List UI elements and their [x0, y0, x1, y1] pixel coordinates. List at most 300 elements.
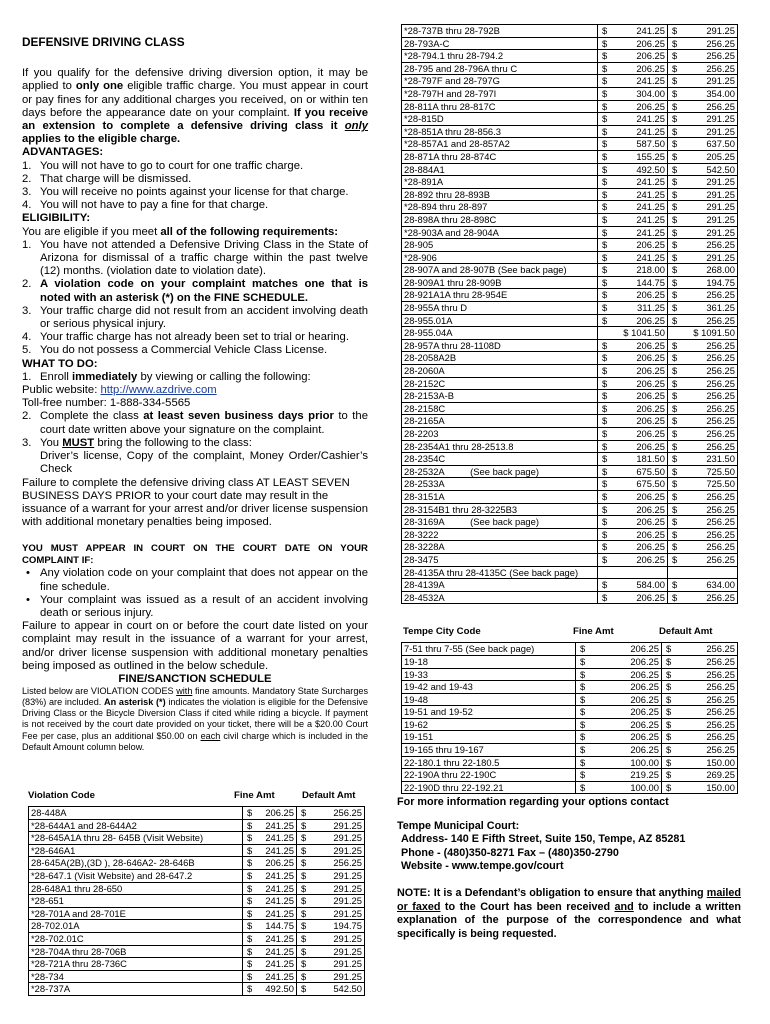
table-row — [402, 566, 738, 579]
what-to-do-list-2 — [22, 410, 368, 476]
amount-cell — [598, 566, 668, 579]
table-row — [402, 744, 738, 757]
amount-cell: $ 206.25 — [598, 37, 668, 50]
code-cell: 28-955.04A — [402, 327, 598, 340]
amount-cell: $ 291.25 — [668, 113, 738, 126]
code-cell: *28-906 — [402, 251, 598, 264]
code-cell: *28-734 — [29, 970, 243, 983]
amount-cell: $ 241.25 — [243, 869, 297, 882]
amount-cell: $ 241.25 — [243, 819, 297, 832]
table-row — [29, 819, 365, 832]
code-cell: 28-795 and 28-796A thru C — [402, 62, 598, 75]
amount-cell: $ 241.25 — [243, 907, 297, 920]
table-row — [402, 113, 738, 126]
table-row — [402, 769, 738, 782]
code-cell: 28-4139A — [402, 579, 598, 592]
amount-cell: $ 206.25 — [576, 643, 662, 656]
code-cell: 28-702.01A — [29, 920, 243, 933]
what-to-do-heading: WHAT TO DO: — [22, 357, 98, 370]
amount-cell: $ 206.25 — [598, 490, 668, 503]
amount-cell: $ 291.25 — [297, 882, 365, 895]
amount-cell: $ 144.75 — [243, 920, 297, 933]
table-row — [402, 176, 738, 189]
amount-cell: $ 256.25 — [668, 440, 738, 453]
table-row — [29, 857, 365, 870]
header-default-amt: Default Amt — [659, 626, 713, 638]
amount-cell: $ 206.25 — [598, 440, 668, 453]
code-cell: *28-851A thru 28-856.3 — [402, 125, 598, 138]
amount-cell: $ 206.25 — [576, 681, 662, 694]
table-row — [402, 276, 738, 289]
table-row — [29, 869, 365, 882]
amount-cell: $ 675.50 — [598, 478, 668, 491]
table-row — [402, 516, 738, 529]
amount-cell: $ 241.25 — [598, 125, 668, 138]
code-cell: 28-2058A2B — [402, 352, 598, 365]
advantages-heading: ADVANTAGES: — [22, 146, 104, 159]
amount-cell: $ 150.00 — [662, 756, 738, 769]
amount-cell — [668, 566, 738, 579]
left-column — [22, 36, 368, 753]
list-item: 2. Complete the class at least seven business days prior to the court date written above your signature on the complaint. — [22, 410, 368, 436]
amount-cell: $ 241.25 — [243, 844, 297, 857]
table-row — [402, 655, 738, 668]
code-cell: *28-815D — [402, 113, 598, 126]
code-cell: 19-51 and 19-52 — [402, 706, 576, 719]
eligibility-heading: ELIGIBILITY: — [22, 212, 91, 225]
table-row — [402, 302, 738, 315]
amount-cell: $ 194.75 — [297, 920, 365, 933]
amount-cell: $ 587.50 — [598, 138, 668, 151]
amount-cell: $ 291.25 — [668, 188, 738, 201]
amount-cell: $ 291.25 — [297, 819, 365, 832]
code-cell: 28-645A(2B),(3D ), 28-646A2- 28-646B — [29, 857, 243, 870]
court-contact — [397, 820, 737, 874]
code-cell: 28-871A thru 28-874C — [402, 150, 598, 163]
table-row — [29, 945, 365, 958]
table-row — [29, 983, 365, 996]
table-row — [402, 579, 738, 592]
amount-cell: $ 206.25 — [598, 528, 668, 541]
table-row — [402, 163, 738, 176]
amount-cell: $ 361.25 — [668, 302, 738, 315]
amount-cell: $ 291.25 — [668, 176, 738, 189]
amount-cell: $ 256.25 — [662, 706, 738, 719]
amount-cell: $ 291.25 — [297, 869, 365, 882]
intro-extension: If you receive an extension to complete a defensive driving class it — [22, 106, 368, 133]
table-row — [402, 440, 738, 453]
amount-cell: $ 291.25 — [668, 25, 738, 38]
intro-text-2: eligible traffic charge. You must appear in court or pay fines for any additional charges you received, on or within ten days before the appearance date on your complaint. — [22, 80, 368, 119]
amount-cell: $ 256.25 — [662, 655, 738, 668]
amount-cell: $ 304.00 — [598, 87, 668, 100]
amount-cell: $ 256.25 — [662, 693, 738, 706]
code-cell: 28-2158C — [402, 402, 598, 415]
table-row — [402, 37, 738, 50]
table-row — [402, 693, 738, 706]
schedule-heading: FINE/SANCTION SCHEDULE — [118, 672, 272, 685]
intro-paragraph — [22, 67, 368, 146]
amount-cell: $ 206.25 — [576, 706, 662, 719]
code-cell: 28-2152C — [402, 377, 598, 390]
amount-cell: $ 291.25 — [297, 844, 365, 857]
code-cell: *28-794.1 thru 28-794.2 — [402, 50, 598, 63]
table-row — [29, 832, 365, 845]
amount-cell: $ 256.25 — [662, 643, 738, 656]
list-item: 1. You will not have to go to court for one traffic charge. — [22, 159, 304, 172]
amount-cell: $ 206.25 — [598, 239, 668, 252]
amount-cell: $ 268.00 — [668, 264, 738, 277]
code-cell: 22-190D thru 22-192.21 — [402, 781, 576, 794]
amount-cell: $ 725.50 — [668, 465, 738, 478]
amount-cell: $ 206.25 — [598, 62, 668, 75]
amount-cell: $ 241.25 — [598, 113, 668, 126]
list-item: • Your complaint was issued as a result of an accident involving death or serious injury. — [22, 594, 368, 620]
list-item: 3. You MUST bring the following to the class: Driver’s license, Copy of the complaint, Money Order/Cashier’s Check — [22, 436, 368, 476]
amount-cell: $ 291.25 — [297, 958, 365, 971]
header-fine-amt: Fine Amt — [573, 626, 614, 638]
table-row — [402, 503, 738, 516]
appear-list — [22, 567, 368, 620]
table-row — [402, 352, 738, 365]
amount-cell: $ 241.25 — [243, 958, 297, 971]
amount-cell: $ 206.25 — [576, 744, 662, 757]
code-cell: 19-33 — [402, 668, 576, 681]
list-item: 4. You will not have to pay a fine for that charge. — [22, 199, 269, 212]
amount-cell: $ 241.25 — [243, 882, 297, 895]
amount-cell: $ 291.25 — [668, 125, 738, 138]
amount-cell: $ 256.25 — [668, 591, 738, 604]
amount-cell: $ 219.25 — [576, 769, 662, 782]
amount-cell: $ 206.25 — [598, 541, 668, 554]
code-cell: *28-903A and 28-904A — [402, 226, 598, 239]
amount-cell: $ 206.25 — [598, 402, 668, 415]
amount-cell: $ 206.25 — [598, 365, 668, 378]
amount-cell: $ 100.00 — [576, 756, 662, 769]
amount-cell: $ 542.50 — [668, 163, 738, 176]
header-fine-amt: Fine Amt — [234, 790, 275, 801]
amount-cell: $ 256.25 — [668, 339, 738, 352]
table-row — [402, 668, 738, 681]
code-cell: 28-3151A — [402, 490, 598, 503]
table-row — [402, 50, 738, 63]
amount-cell: $ 241.25 — [243, 895, 297, 908]
code-cell: 7-51 thru 7-55 (See back page) — [402, 643, 576, 656]
intro-extension-end: applies to the eligible charge. — [22, 133, 181, 146]
code-cell: 28-3154B1 thru 28-3225B3 — [402, 503, 598, 516]
table-row — [29, 882, 365, 895]
table-row — [402, 478, 738, 491]
amount-cell: $ 206.25 — [598, 50, 668, 63]
amount-cell: $ 241.25 — [243, 932, 297, 945]
table-row — [402, 150, 738, 163]
amount-cell: $ 256.25 — [668, 100, 738, 113]
amount-cell: $ 256.25 — [668, 289, 738, 302]
code-cell: 28-3228A — [402, 541, 598, 554]
amount-cell: $ 206.25 — [243, 807, 297, 820]
intro-text: If you qualify for the defensive driving diversion option, it may be applied to — [22, 67, 368, 93]
list-item: • Any violation code on your complaint that does not appear on the fine schedule. — [22, 567, 368, 593]
amount-cell: $ 256.25 — [668, 377, 738, 390]
code-cell: 28-448A — [29, 807, 243, 820]
amount-cell: $ 231.50 — [668, 453, 738, 466]
amount-cell: $ 492.50 — [598, 163, 668, 176]
amount-cell: $ 542.50 — [297, 983, 365, 996]
amount-cell: $ 725.50 — [668, 478, 738, 491]
table-row — [402, 528, 738, 541]
amount-cell: $ 256.25 — [668, 490, 738, 503]
table-row — [402, 490, 738, 503]
amount-cell: $ 256.25 — [668, 503, 738, 516]
table-row — [402, 718, 738, 731]
amount-cell: $ 256.25 — [662, 718, 738, 731]
list-item: 3. You will receive no points against your license for that charge. — [22, 186, 349, 199]
amount-cell: $ 206.25 — [576, 693, 662, 706]
amount-cell: $ 241.25 — [598, 176, 668, 189]
left-fine-table-block — [28, 790, 364, 996]
what-to-do-list — [22, 371, 368, 384]
code-cell: 22-180.1 thru 22-180.5 — [402, 756, 576, 769]
amount-cell: $ 206.25 — [576, 655, 662, 668]
table-row — [402, 428, 738, 441]
table-row — [29, 958, 365, 971]
amount-cell: $ 256.25 — [297, 857, 365, 870]
list-item: 2. A violation code on your complaint matches one that is noted with an asterisk (*) on the FINE SCHEDULE. — [22, 278, 368, 304]
table-row — [402, 731, 738, 744]
toll-free-number: Toll-free number: 1-888-334-5565 — [22, 397, 191, 410]
amount-cell: $ 256.25 — [668, 553, 738, 566]
amount-cell: $ 206.25 — [576, 731, 662, 744]
code-cell: 28-4532A — [402, 591, 598, 604]
table-row — [402, 553, 738, 566]
amount-cell: $ 206.25 — [598, 352, 668, 365]
amount-cell: $ 256.25 — [668, 50, 738, 63]
court-heading: Tempe Municipal Court: — [397, 819, 520, 832]
table-row — [402, 643, 738, 656]
advantages-list — [22, 160, 368, 213]
left-table-header — [28, 790, 364, 806]
table-row — [402, 75, 738, 88]
table-row — [402, 125, 738, 138]
tempe-table-header — [401, 626, 737, 642]
amount-cell: $ 144.75 — [598, 276, 668, 289]
failure-paragraph: Failure to complete the defensive driving class AT LEAST SEVEN BUSINESS DAYS PRIOR to your court date may result in the issuance of a warrant for your arrest and/or driver license suspension with additional monetary penalties being imposed. — [22, 476, 368, 529]
table-row — [402, 377, 738, 390]
amount-cell: $ 291.25 — [297, 832, 365, 845]
table-row — [29, 807, 365, 820]
amount-cell: $ 269.25 — [662, 769, 738, 782]
right-column — [397, 24, 741, 941]
code-cell: 28-811A thru 28-817C — [402, 100, 598, 113]
table-row — [402, 201, 738, 214]
table-row — [402, 756, 738, 769]
code-cell: 28-884A1 — [402, 163, 598, 176]
amount-cell: $ 291.25 — [297, 932, 365, 945]
code-cell: 28-3169A (See back page) — [402, 516, 598, 529]
code-cell: 28-2153A-B — [402, 390, 598, 403]
amount-cell: $ 256.25 — [668, 62, 738, 75]
code-cell: 28-957A thru 28-1108D — [402, 339, 598, 352]
header-default-amt: Default Amt — [302, 790, 356, 801]
code-cell: 22-190A thru 22-190C — [402, 769, 576, 782]
appear-heading: YOU MUST APPEAR IN COURT ON THE COURT DATE ON YOUR COMPLAINT IF: — [22, 543, 368, 567]
table-row — [29, 895, 365, 908]
code-cell: *28-737A — [29, 983, 243, 996]
amount-cell: $ 256.25 — [668, 352, 738, 365]
code-cell: 19-42 and 19-43 — [402, 681, 576, 694]
eligibility-lead: You are eligible if you meet all of the following requirements: — [22, 225, 338, 238]
amount-cell: $ 637.50 — [668, 138, 738, 151]
table-row — [402, 264, 738, 277]
table-row — [402, 251, 738, 264]
code-cell: *28-797F and 28-797G — [402, 75, 598, 88]
amount-cell: $ 584.00 — [598, 579, 668, 592]
table-row — [402, 87, 738, 100]
amount-cell: $ 206.25 — [576, 668, 662, 681]
table-row — [29, 932, 365, 945]
code-cell: *28-857A1 and 28-857A2 — [402, 138, 598, 151]
list-item: 2. That charge will be dismissed. — [22, 172, 192, 185]
amount-cell: $ 241.25 — [598, 251, 668, 264]
amount-cell: $ 206.25 — [598, 289, 668, 302]
amount-cell: $ 206.25 — [598, 100, 668, 113]
table-row — [402, 327, 738, 340]
code-cell: 28-2203 — [402, 428, 598, 441]
amount-cell: $ 241.25 — [598, 213, 668, 226]
code-cell: *28-737B thru 28-792B — [402, 25, 598, 38]
amount-cell: $ 100.00 — [576, 781, 662, 794]
table-row — [402, 138, 738, 151]
table-row — [402, 25, 738, 38]
intro-only: only — [344, 120, 368, 133]
amount-cell: $ 291.25 — [297, 945, 365, 958]
list-item: 1. You have not attended a Defensive Driving Class in the State of Arizona for dismissal of a traffic charge within the past twelve (12) months. (violation date to violation date). — [22, 238, 368, 278]
code-cell: 19-151 — [402, 731, 576, 744]
amount-cell: $ 206.25 — [598, 390, 668, 403]
amount-cell: $ 675.50 — [598, 465, 668, 478]
amount-cell: $ 194.75 — [668, 276, 738, 289]
code-cell: *28-645A1A thru 28- 645B (Visit Website) — [29, 832, 243, 845]
amount-cell: $ 206.25 — [598, 377, 668, 390]
table-row — [402, 314, 738, 327]
amount-cell: $ 291.25 — [668, 75, 738, 88]
amount-cell: $ 291.25 — [297, 895, 365, 908]
table-row — [402, 402, 738, 415]
table-row — [402, 339, 738, 352]
code-cell: 28-907A and 28-907B (See back page) — [402, 264, 598, 277]
code-cell: *28-721A thru 28-736C — [29, 958, 243, 971]
list-item: 1. Enroll immediately by viewing or calling the following: — [22, 370, 311, 383]
table-row — [402, 188, 738, 201]
amount-cell: $ 256.25 — [668, 428, 738, 441]
amount-cell: $ 291.25 — [668, 201, 738, 214]
intro-emphasis: only one — [75, 80, 124, 93]
code-cell: *28-894 thru 28-897 — [402, 201, 598, 214]
code-cell: 28-2354C — [402, 453, 598, 466]
amount-cell: $ 206.25 — [598, 415, 668, 428]
table-row — [402, 781, 738, 794]
amount-cell: $ 206.25 — [576, 718, 662, 731]
table-row — [402, 453, 738, 466]
amount-cell: $ 256.25 — [668, 365, 738, 378]
code-cell: *28-704A thru 28-706B — [29, 945, 243, 958]
table-row — [402, 591, 738, 604]
more-info: For more information regarding your options contact — [397, 796, 669, 809]
header-violation-code: Violation Code — [28, 790, 95, 801]
table-row — [29, 920, 365, 933]
code-cell: 28-898A thru 28-898C — [402, 213, 598, 226]
code-cell: 28-793A-C — [402, 37, 598, 50]
amount-cell: $ 311.25 — [598, 302, 668, 315]
amount-cell: $ 256.25 — [662, 731, 738, 744]
schedule-text: Listed below are VIOLATION CODES with fine amounts. Mandatory State Surcharges (83%) are included. An asterisk (*) indicates the violation is eligible for the Defensive Driving Class or the Bicycle Diversion Class if cited while riding a bicycle. If payment is not received by the court date provided on your ticket, there will be a $20.00 Court Fee per case, plus an additional $50.00 on each civil charge which is included in the Default Amount column below. — [22, 686, 369, 752]
public-website: Public website: http://www.azdrive.com — [22, 384, 217, 397]
amount-cell: $ 206.25 — [598, 553, 668, 566]
table-row — [402, 541, 738, 554]
amount-cell: $ 206.25 — [598, 516, 668, 529]
table-row — [29, 844, 365, 857]
appear-failure: Failure to appear in court on or before the court date listed on your complaint may result in the issuance of a warrant for your arrest, and/or driver license suspension with additional monetary penalties being imposed as outlined in the below schedule. — [22, 620, 368, 672]
amount-cell: $ 256.25 — [668, 541, 738, 554]
amount-cell: $ 150.00 — [662, 781, 738, 794]
amount-cell: $ 256.25 — [668, 239, 738, 252]
amount-cell: $ 241.25 — [598, 188, 668, 201]
table-row — [402, 100, 738, 113]
amount-cell: $ 1091.50 — [668, 327, 738, 340]
amount-cell: $ 256.25 — [297, 807, 365, 820]
code-cell: 28-2533A — [402, 478, 598, 491]
code-cell: *28-647.1 (Visit Website) and 28-647.2 — [29, 869, 243, 882]
code-cell: 28-4135A thru 28-4135C (See back page) — [402, 566, 598, 579]
amount-cell: $ 206.25 — [243, 857, 297, 870]
amount-cell: $ 256.25 — [668, 516, 738, 529]
amount-cell: $ 634.00 — [668, 579, 738, 592]
amount-cell: $ 256.25 — [668, 415, 738, 428]
code-cell: 28-648A1 thru 28-650 — [29, 882, 243, 895]
amount-cell: $ 206.25 — [598, 428, 668, 441]
amount-cell: $ 241.25 — [243, 832, 297, 845]
table-row — [402, 289, 738, 302]
code-cell: 19-48 — [402, 693, 576, 706]
amount-cell: $ 256.25 — [668, 528, 738, 541]
amount-cell: $ 155.25 — [598, 150, 668, 163]
code-cell: 28-2354A1 thru 28-2513.8 — [402, 440, 598, 453]
code-cell: 28-892 thru 28-893B — [402, 188, 598, 201]
eligibility-list — [22, 239, 368, 358]
amount-cell: $ 256.25 — [668, 37, 738, 50]
code-cell: 19-165 thru 19-167 — [402, 744, 576, 757]
left-fine-table — [28, 806, 365, 996]
amount-cell: $ 291.25 — [668, 226, 738, 239]
amount-cell: $ 241.25 — [598, 226, 668, 239]
court-website: Website - www.tempe.gov/court — [401, 860, 564, 873]
code-cell: *28-651 — [29, 895, 243, 908]
code-cell: 28-2060A — [402, 365, 598, 378]
amount-cell: $ 241.25 — [243, 970, 297, 983]
code-cell: 28-905 — [402, 239, 598, 252]
amount-cell: $ 206.25 — [598, 339, 668, 352]
amount-cell: $ 241.25 — [598, 75, 668, 88]
right-fine-table — [401, 24, 738, 604]
code-cell: *28-644A1 and 28-644A2 — [29, 819, 243, 832]
amount-cell: $ 181.50 — [598, 453, 668, 466]
amount-cell: $ 206.25 — [598, 503, 668, 516]
list-item: 3. Your traffic charge did not result from an accident involving death or serious physical injury. — [22, 304, 368, 331]
table-row — [402, 365, 738, 378]
azdrive-link[interactable]: http://www.azdrive.com — [100, 384, 217, 397]
code-cell: 28-2532A (See back page) — [402, 465, 598, 478]
code-cell: 28-921A1A thru 28-954E — [402, 289, 598, 302]
